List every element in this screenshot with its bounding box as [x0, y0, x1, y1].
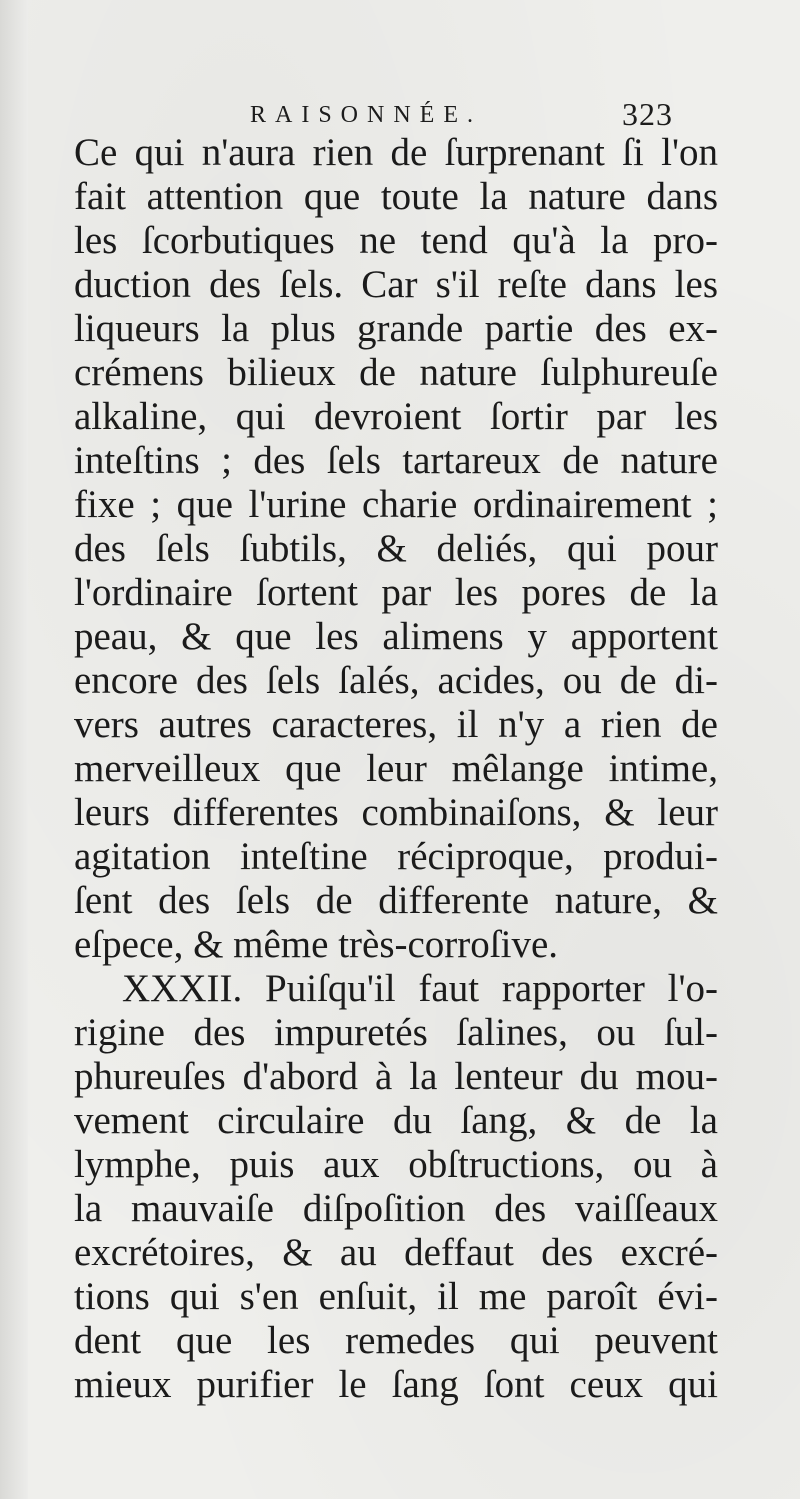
text-line: dent que les remedes qui peuvent [74, 1319, 718, 1362]
text-line: rigine des impuretés ſalines, ou ſul- [74, 1011, 718, 1054]
running-head [0, 96, 800, 136]
text-line: merveilleux que leur mêlange intime, [74, 747, 718, 790]
text-line: duction des ſels. Car s'il reſte dans les [74, 263, 718, 306]
text-line: liqueurs la plus grande partie des ex- [74, 307, 718, 350]
running-title: RAISONNÉE. [250, 102, 482, 128]
text-line: leurs differentes combinaiſons, & leur [74, 791, 718, 834]
body-text [74, 131, 718, 1407]
text-line: eſpece, & même très-corroſive. [74, 923, 559, 966]
text-line: lymphe, puis aux obſtructions, ou à [74, 1143, 718, 1186]
text-line: fixe ; que l'urine charie ordinairement ; [74, 483, 718, 526]
text-line: des ſels ſubtils, & deliés, qui pour [74, 527, 718, 570]
text-line: vers autres caracteres, il n'y a rien de [74, 703, 718, 746]
text-line: encore des ſels ſalés, acides, ou de di- [74, 659, 718, 702]
text-line: crémens bilieux de nature ſulphureuſe [74, 351, 718, 394]
section-heading-line: XXXII. Puiſqu'il faut rapporter l'o- [122, 967, 718, 1010]
text-line: inteſtins ; des ſels tartareux de nature [74, 439, 718, 482]
text-line: mieux purifier le ſang ſont ceux qui [74, 1363, 718, 1406]
text-line: les ſcorbutiques ne tend qu'à la pro- [74, 219, 718, 262]
text-line: ſent des ſels de differente nature, & [74, 879, 718, 922]
text-line: alkaline, qui devroient ſortir par les [74, 395, 718, 438]
text-line: agitation inteſtine réciproque, produi- [74, 835, 718, 878]
text-line: phureuſes d'abord à la lenteur du mou- [74, 1055, 718, 1098]
text-line: excrétoires, & au deffaut des excré- [74, 1231, 718, 1274]
text-line: vement circulaire du ſang, & de la [74, 1099, 718, 1142]
text-line: fait attention que toute la nature dans [74, 175, 718, 218]
text-line: la mauvaiſe diſpoſition des vaiſſeaux [74, 1187, 718, 1230]
page-number: 323 [622, 96, 673, 132]
text-line: tions qui s'en enſuit, il me paroît évi- [74, 1275, 718, 1318]
text-line: Ce qui n'aura rien de ſurprenant ſi l'on [74, 131, 718, 174]
text-line: peau, & que les alimens y apportent [74, 615, 718, 658]
text-line: l'ordinaire ſortent par les pores de la [74, 571, 718, 614]
page-edge-shadow [0, 0, 28, 1499]
